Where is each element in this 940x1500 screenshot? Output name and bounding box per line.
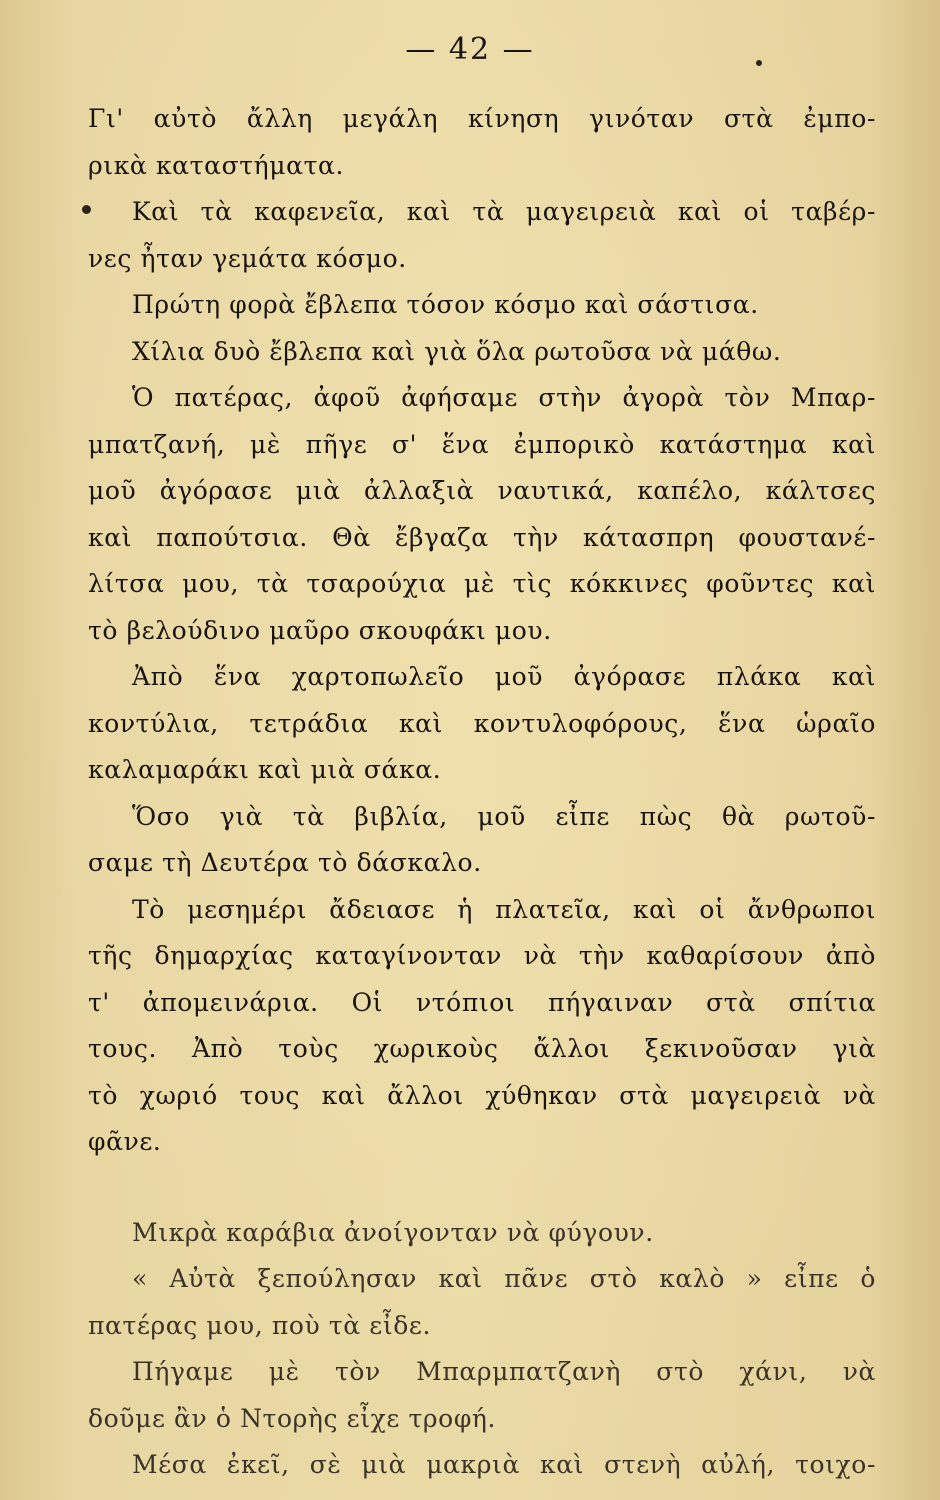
- text-line: Καὶ τὰ καφενεῖα, καὶ τὰ μαγειρειὰ καὶ οἱ ταβέρ-: [132, 197, 876, 226]
- page-number: — 42 —: [405, 32, 535, 67]
- text-line: φᾶνε.: [88, 1127, 162, 1156]
- text-line: Ὁ πατέρας, ἀφοῦ ἀφήσαμε στὴν ἀγορὰ τὸν Μπαρ-: [132, 383, 876, 412]
- text-line: τῆς δημαρχίας καταγίνονταν νὰ τὴν καθαρίσουν ἀπὸ: [88, 941, 876, 970]
- text-section-1: [88, 96, 876, 1166]
- text-line: Ὅσο γιὰ τὰ βιβλία, μοῦ εἶπε πὼς θὰ ρωτοῦ-: [132, 801, 876, 831]
- text-line: τὸ χωριό τους καὶ ἄλλοι χύθηκαν στὰ μαγειρειὰ νὰ: [88, 1080, 876, 1110]
- text-line: Τὸ μεσημέρι ἄδειασε ἡ πλατεῖα, καὶ οἱ ἄνθρωποι: [132, 894, 876, 924]
- text-line: πατέρας μου, ποὺ τὰ εἶδε.: [88, 1310, 432, 1340]
- body-text: [88, 96, 876, 1489]
- text-line: μπατζανή, μὲ πῆγε σ' ἕνα ἐμπορικὸ κατάστημα καὶ: [88, 429, 876, 459]
- text-line: καὶ παπούτσια. Θὰ ἔβγαζα τὴν κάτασπρη φουστανέ-: [88, 522, 876, 552]
- text-line: ρικὰ καταστήματα.: [88, 150, 345, 180]
- text-line: τὸ βελούδινο μαῦρο σκουφάκι μου.: [88, 615, 552, 645]
- text-line: λίτσα μου, τὰ τσαρούχια μὲ τὶς κόκκινες φοῦντες καὶ: [88, 569, 876, 598]
- text-line: σαμε τὴ Δευτέρα τὸ δάσκαλο.: [88, 848, 482, 877]
- text-line: Πήγαμε μὲ τὸν Μπαρμπατζανὴ στὸ χάνι, νὰ: [132, 1357, 876, 1386]
- text-line: Πρώτη φορὰ ἔβλεπα τόσον κόσμο καὶ σάστισα.: [132, 290, 759, 319]
- text-line: Γι' αὐτὸ ἄλλη μεγάλη κίνηση γινόταν στὰ ἐμπο-: [88, 104, 876, 133]
- text-line: Ἀπὸ ἕνα χαρτοπωλεῖο μοῦ ἀγόρασε πλάκα καὶ: [132, 662, 876, 691]
- text-line: νες ἦταν γεμάτα κόσμο.: [88, 243, 407, 273]
- text-line: τους. Ἀπὸ τοὺς χωρικοὺς ἄλλοι ξεκινοῦσαν γιὰ: [88, 1034, 876, 1063]
- text-line: τ' ἀπομεινάρια. Οἱ ντόπιοι πήγαιναν στὰ σπίτια: [88, 987, 876, 1017]
- ink-blot: [82, 205, 91, 214]
- text-section-2: [88, 1210, 876, 1489]
- text-line: κοντύλια, τετράδια καὶ κοντυλοφόρους, ἕνα ὡραῖο: [88, 708, 876, 738]
- text-line: Μικρὰ καράβια ἀνοίγονταν νὰ φύγουν.: [132, 1217, 654, 1247]
- text-line: καλαμαράκι καὶ μιὰ σάκα.: [88, 755, 442, 784]
- text-line: μοῦ ἀγόρασε μιὰ ἀλλαξιὰ ναυτικά, καπέλο, κάλτσες: [88, 476, 876, 505]
- text-line: δοῦμε ἂν ὁ Ντορὴς εἶχε τροφή.: [88, 1403, 497, 1433]
- text-line: Χίλια δυὸ ἔβλεπα καὶ γιὰ ὅλα ρωτοῦσα νὰ μάθω.: [132, 336, 782, 366]
- text-line: « Αὐτὰ ξεπούλησαν καὶ πᾶνε στὸ καλὸ » εἶπε ὁ: [132, 1264, 876, 1293]
- text-line: Μέσα ἐκεῖ, σὲ μιὰ μακριὰ καὶ στενὴ αὐλή, τοιχο-: [132, 1450, 876, 1479]
- ink-speck: [756, 60, 762, 66]
